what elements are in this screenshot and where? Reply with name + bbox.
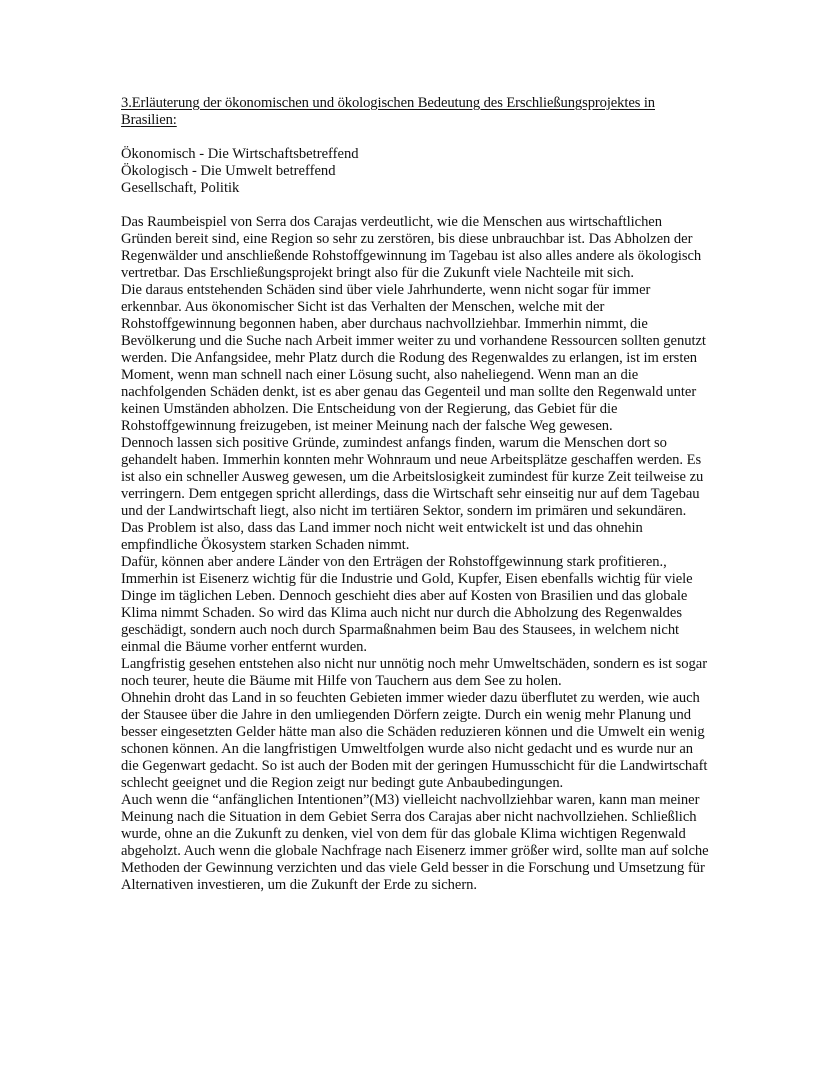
paragraph-3: Dennoch lassen sich positive Gründe, zumindest anfangs finden, warum die Menschen dort so gehandelt haben. Immerhin konnten mehr Wohnraum und neue Arbeitsplätze geschaffen werden. Es ist also ein schneller Ausweg gewesen, um die Arbeitslosigkeit zumindest für kurze Zeit teilweise zu verringern. Dem entgegen spricht allerdings, dass die Wirtschaft sehr einseitig nur auf dem Tagebau und der Landwirtschaft liegt, also nicht im tertiären Sektor, sondern im primären und sekundären. Das Problem ist also, dass das Land immer noch nicht weit entwickelt ist und das ohnehin empfindliche Ökosystem starken Schaden nimmt. [121, 435, 704, 553]
paragraph-5: Langfristig gesehen entstehen also nicht nur unnötig noch mehr Umweltschäden, sondern es ist sogar noch teurer, heute die Bäume mit Hilfe von Tauchern aus dem See zu holen. [121, 656, 708, 689]
section-heading: 3.Erläuterung der ökonomischen und ökologischen Bedeutung des Erschließungsprojektes in Brasilien: [121, 95, 655, 128]
definition-society-politics: Gesellschaft, Politik [121, 180, 240, 196]
document-content [121, 95, 711, 894]
paragraph-1: Das Raumbeispiel von Serra dos Carajas verdeutlicht, wie die Menschen aus wirtschaftlichen Gründen bereit sind, eine Region so sehr zu zerstören, bis diese unbrauchbar ist. Das Abholzen der Regenwälder und anschließende Rohstoffgewinnung im Tagebau ist also alles andere als ökologisch vertretbar. Das Erschließungsprojekt bringt also für die Zukunft viele Nachteile mit sich. [121, 214, 702, 281]
paragraph-6: Ohnehin droht das Land in so feuchten Gebieten immer wieder dazu überflutet zu werden, wie auch der Stausee über die Jahre in den umliegenden Dörfern zeigte. Durch ein wenig mehr Planung und besser eingesetzten Gelder hätte man also die Schäden reduzieren können und die Umwelt ein wenig schonen können. An die langfristigen Umweltfolgen wurde also nicht gedacht und es wurde nur an die Gegenwart gedacht. So ist auch der Boden mit der geringen Humusschicht für die Landwirtschaft schlecht geeignet und die Region zeigt nur bedingt gute Anbaubedingungen. [121, 690, 708, 791]
paragraph-7: Auch wenn die “anfänglichen Intentionen”(M3) vielleicht nachvollziehbar waren, kann man meiner Meinung nach die Situation in dem Gebiet Serra dos Carajas aber nicht nachvollziehen. Schließlich wurde, ohne an die Zukunft zu denken, viel von dem für das globale Klima wichtigen Regenwald abgeholzt. Auch wenn die globale Nachfrage nach Eisenerz immer größer wird, sollte man auf solche Methoden der Gewinnung verzichten und das viele Geld besser in die Forschung und Umsetzung für Alternativen investieren, um die Zukunft der Erde zu sichern. [121, 792, 709, 893]
definition-ecological: Ökologisch - Die Umwelt betreffend [121, 163, 336, 179]
paragraph-4: Dafür, können aber andere Länder von den Erträgen der Rohstoffgewinnung stark profitieren., Immerhin ist Eisenerz wichtig für die Industrie und Gold, Kupfer, Eisen ebenfalls wichtig für viele Dinge im täglichen Leben. Dennoch geschieht dies aber auf Kosten von Brasilien und das globale Klima nimmt Schaden. So wird das Klima auch nicht nur durch die Abholzung des Regenwaldes geschädigt, sondern auch noch durch Sparmaßnahmen beim Bau des Stausees, in welchem nicht einmal die Bäume vorher entfernt wurden. [121, 554, 693, 655]
definition-economic: Ökonomisch - Die Wirtschaftsbetreffend [121, 146, 359, 162]
definition-list [121, 146, 711, 197]
paragraph-2: Die daraus entstehenden Schäden sind über viele Jahrhunderte, wenn nicht sogar für immer erkennbar. Aus ökonomischer Sicht ist das Verhalten der Menschen, welche mit der Rohstoffgewinnung begonnen haben, aber durchaus nachvollziehbar. Immerhin nimmt, die Bevölkerung und die Suche nach Arbeit immer weiter zu und vorhandene Ressourcen sollten genutzt werden. Die Anfangsidee, mehr Platz durch die Rodung des Regenwaldes zu erlangen, ist im ersten Moment, wenn man schnell nach einer Lösung sucht, also naheliegend. Wenn man an die nachfolgenden Schäden denkt, ist es aber genau das Gegenteil und man sollte den Regenwald unter keinen Umständen abholzen. Die Entscheidung von der Regierung, das Gebiet für die Rohstoffgewinnung freizugeben, ist meiner Meinung nach der falsche Weg gewesen. [121, 282, 706, 434]
essay-body [121, 214, 711, 894]
